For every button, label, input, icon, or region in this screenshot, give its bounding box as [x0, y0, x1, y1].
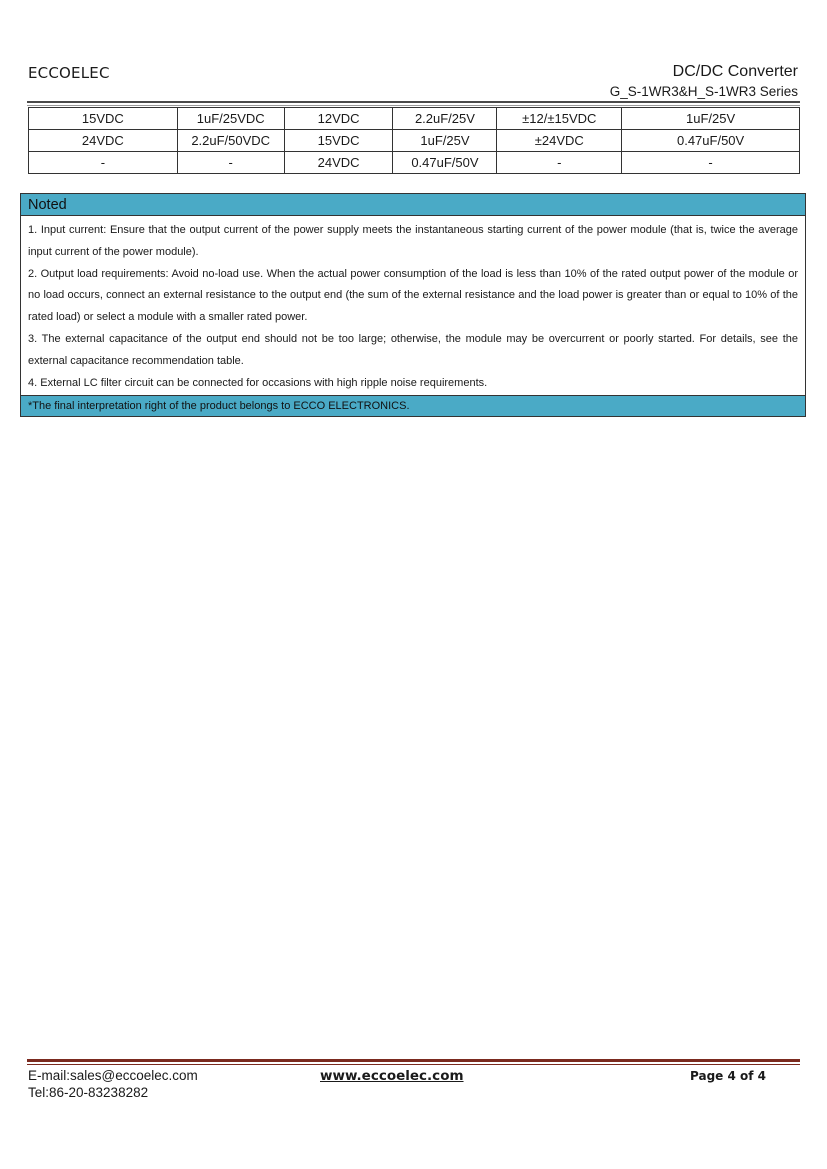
footer-rule — [27, 1059, 800, 1062]
table-cell: 12VDC — [284, 108, 393, 130]
table-cell: 15VDC — [29, 108, 178, 130]
page-number: Page 4 of 4 — [690, 1069, 766, 1083]
notes-section — [20, 193, 806, 417]
brand-name: ECCOELEC — [28, 64, 110, 82]
header-rule — [27, 101, 800, 103]
table-cell: 15VDC — [284, 130, 393, 152]
table-cell: 1uF/25V — [393, 130, 497, 152]
footer-email: E-mail:sales@eccoelec.com — [28, 1068, 198, 1083]
table-row — [29, 130, 800, 152]
notes-heading: Noted — [21, 194, 805, 216]
document-series: G_S-1WR3&H_S-1WR3 Series — [609, 84, 798, 99]
table-cell: 0.47uF/50V — [622, 130, 800, 152]
header-rule-thin — [27, 105, 800, 106]
table-cell: 1uF/25V — [622, 108, 800, 130]
document-title: DC/DC Converter — [672, 63, 798, 80]
table-cell: 24VDC — [29, 130, 178, 152]
note-item: 2. Output load requirements: Avoid no-load use. When the actual power consumption of the load is less than 10% of the rated output power of the module or no load occurs, connect an external resistance to the output end (the sum of the external resistance and the load power is greater than or equal to 10% of the rated load) or select a module with a smaller rated power. — [28, 267, 798, 324]
table-cell: ±12/±15VDC — [497, 108, 622, 130]
table-cell: 0.47uF/50V — [393, 152, 497, 174]
table-cell: 2.2uF/25V — [393, 108, 497, 130]
table-cell: - — [177, 152, 284, 174]
table-cell: ±24VDC — [497, 130, 622, 152]
table-cell: 1uF/25VDC — [177, 108, 284, 130]
table-cell: 2.2uF/50VDC — [177, 130, 284, 152]
notes-footnote: *The final interpretation right of the product belongs to ECCO ELECTRONICS. — [21, 395, 805, 416]
footer-tel: Tel:86-20-83238282 — [28, 1085, 149, 1100]
table-cell: - — [29, 152, 178, 174]
note-item: 4. External LC filter circuit can be connected for occasions with high ripple noise requirements. — [28, 376, 488, 389]
table-cell: 24VDC — [284, 152, 393, 174]
table-cell: - — [622, 152, 800, 174]
table-row — [29, 152, 800, 174]
note-item: 3. The external capacitance of the output end should not be too large; otherwise, the module may be overcurrent or poorly started. For details, see the external capacitance recommendation table. — [28, 332, 798, 367]
table-cell: - — [497, 152, 622, 174]
footer-rule-thin — [27, 1064, 800, 1065]
notes-body — [21, 216, 805, 395]
note-item: 1. Input current: Ensure that the output current of the power supply meets the instantaneous starting current of the power module (that is, twice the average input current of the power module). — [28, 224, 798, 258]
capacitance-table — [28, 107, 800, 174]
table-row — [29, 108, 800, 130]
footer-website-link[interactable]: www.eccoelec.com — [320, 1068, 464, 1084]
